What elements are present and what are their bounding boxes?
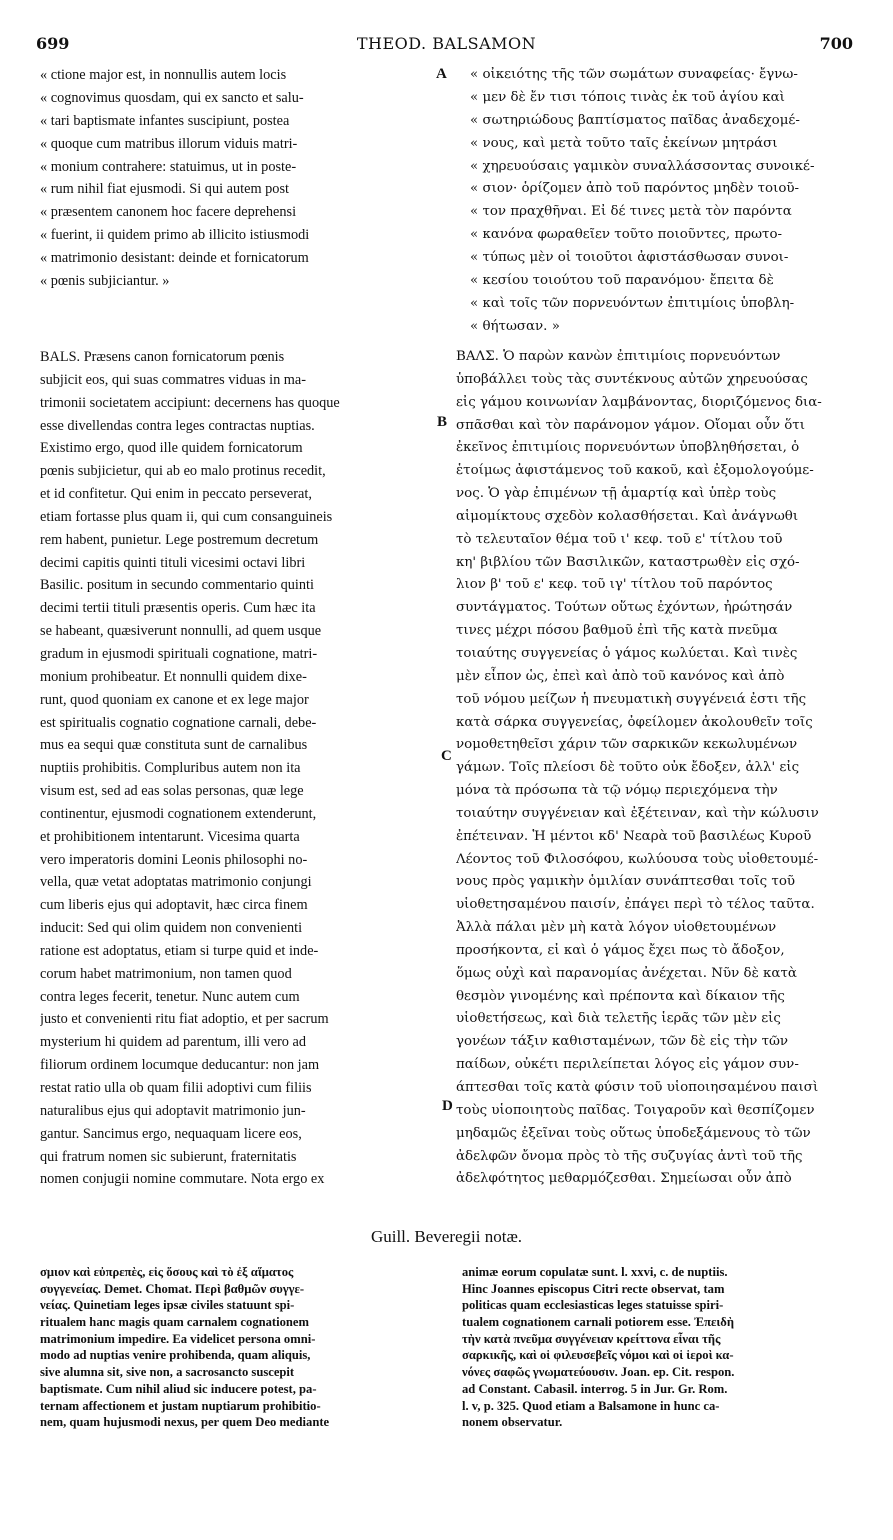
greek-commentary-line: αἱμομίκτους σχεδὸν κολασθήσεται. Καὶ ἀνάγνωθι — [456, 508, 799, 524]
latin-commentary-line: vella, quæ vetat adoptatas matrimonio conjungi — [40, 874, 312, 891]
notes-left-line: σμιον καὶ εὐπρεπὲς, εἰς ὅσους καὶ τὸ ἐξ αἵματος — [40, 1265, 294, 1279]
latin-canon-line: « monium contrahere: statuimus, ut in poste- — [40, 158, 297, 175]
notes-left-line: nem, quam hujusmodi nexus, per quem Deo mediante — [40, 1415, 330, 1430]
greek-commentary-line: ἑτοίμως ἀφιστάμενος τοῦ κακοῦ, καὶ ἐξομολογούμε- — [456, 463, 814, 479]
greek-commentary-line: τοιαύτην συγγένειαν καὶ ἐξέτειναν, καὶ τὴν κώλυσιν — [456, 805, 819, 821]
latin-commentary-line: corum habet matrimonium, non tamen quod — [40, 965, 292, 982]
latin-canon-line: « rum nihil fiat ejusmodi. Si qui autem post — [40, 181, 289, 198]
latin-commentary-line: est spiritualis cognatio cognatione carnali, debe- — [40, 714, 317, 731]
notes-left-line: matrimonium impedire. Ea videlicet persona omni- — [40, 1331, 316, 1346]
greek-canon-line: « τον πραχθῆναι. Εἰ δέ τινες μετὰ τὸν παρόντα — [470, 204, 792, 220]
latin-commentary-line: nomen conjugii nomine commutare. Nota ergo ex — [40, 1171, 325, 1188]
greek-canon-line: « σιον· ὁρίζομεν ἀπὸ τοῦ παρόντος μηδὲν τοιοῦ- — [470, 181, 800, 197]
greek-commentary-line: λιον β' τοῦ ε' κεφ. τοῦ ιγ' τίτλου τοῦ παρόντος — [456, 577, 773, 593]
greek-commentary-line: μηδαμῶς ἐξεῖναι τοὺς οὕτως ὑποδεξάμενους τὸ τῶν — [456, 1125, 811, 1141]
latin-commentary-line: et prohibitionem intentarunt. Vicesima quarta — [40, 828, 300, 845]
latin-commentary-line: et id confitetur. Qui enim in peccato perseverat, — [40, 486, 312, 503]
greek-commentary-line: μὲν εἶπον ὡς, ἐπεὶ καὶ ἀπὸ τοῦ κανόνος καὶ ἀπὸ — [456, 668, 785, 684]
latin-commentary-line: visum est, sed ad eas solas personas, quæ lege — [40, 783, 304, 800]
greek-commentary-column — [456, 346, 856, 1191]
greek-commentary-line: Λέοντος τοῦ Φιλοσόφου, κωλύουσα τοὺς υἱοθετουμέ- — [456, 851, 819, 867]
greek-commentary-line: άπτεσθαι τοῖς κατὰ φύσιν τοῦ υἱοποιησαμένου παισὶ — [456, 1080, 819, 1095]
greek-canon-line: « σωτηριώδους βαπτίσματος παῖδας ἀναδεχομέ- — [470, 112, 800, 128]
latin-commentary-line: vero imperatoris domini Leonis philosophi no- — [40, 851, 308, 868]
latin-commentary-line: rem habent, punietur. Lege postremum decretum — [40, 531, 319, 548]
margin-letter-d: D — [442, 1098, 453, 1114]
greek-commentary-line: παίδων, οὐκέτι περιλείπεται λόγος εἰς γάμον συν- — [456, 1057, 799, 1073]
greek-canon-line: « μεν δὲ ἔν τισι τόποις τινὰς ἐκ τοῦ ἁγίου καὶ — [470, 89, 785, 105]
notes-right-line: τὴν κατὰ πνεῦμα συγγένειαν κρείττονα εἶναι τῆς — [462, 1331, 721, 1346]
latin-commentary-line: cum liberis ejus qui adoptavit, hæc circa finem — [40, 897, 308, 914]
notes-right-line: tualem cognationem carnali potiorem esse. Ἐπειδὴ — [462, 1315, 734, 1330]
greek-commentary-line: τοὺς υἱοποιητοὺς παῖδας. Τοιγαροῦν καὶ θεσπίζομεν — [456, 1102, 815, 1118]
greek-commentary-line: υἱοθετησαμένου παισίν, ἐπάγει περὶ τὸ τέλος ταῦτα. — [456, 897, 815, 913]
latin-canon-line: « fuerint, ii quidem primo ab illicito istiusmodi — [40, 227, 310, 244]
greek-commentary-line: μόνα τὰ πρόσωπα τὰ τῷ νόμῳ περιεχόμενα τὴν — [456, 783, 778, 799]
latin-canon-line: « cognovimus quosdam, qui ex sancto et salu- — [40, 89, 304, 106]
latin-commentary-line: mysterium hi quidem ad parentum, illi vero ad — [40, 1034, 307, 1051]
latin-commentary-line: contra leges fecerit, tenetur. Nunc autem cum — [40, 988, 300, 1005]
latin-commentary-line: mus ea sequi quæ constituta sunt de carnalibus — [40, 737, 308, 754]
greek-commentary-line: γονέων τάξιν καθισταμένων, τῶν δὲ εἰς τὴν τῶν — [456, 1034, 789, 1050]
margin-letter-b: B — [437, 414, 448, 430]
margin-letter-c: C — [441, 748, 452, 764]
page-number-left: 699 — [36, 34, 70, 53]
notes-right-line: νόνες σαφῶς γνωματεύουσιν. Joan. ep. Cit. respon. — [462, 1365, 735, 1380]
greek-commentary-line: τινες μέχρι πόσου βαθμοῦ ἐπὶ τῆς κατὰ πνεῦμα — [456, 623, 778, 639]
notes-left-line: baptismate. Cum nihil aliud sic inducere potest, pa- — [40, 1381, 317, 1396]
latin-commentary-line: Existimo ergo, quod ille quidem fornicatorum — [40, 440, 303, 457]
latin-canon-line: « pœnis subjiciantur. » — [40, 273, 170, 290]
greek-commentary-line: προσήκοντα, εἰ καὶ ὁ γάμος ἔχει πως τὸ ἄδοξον, — [456, 942, 785, 958]
notes-heading: Guill. Beveregii notæ. — [370, 1227, 523, 1246]
greek-commentary-line: ἀδελφῶν ὄνομα πρὸς τὸ τῆς συζυγίας ἀντὶ τοῦ τῆς — [456, 1148, 803, 1164]
latin-canon-line: « præsentem canonem hoc facere deprehensi — [40, 204, 297, 221]
latin-commentary-line: restat ratio ulla ob quam filii adoptivi cum filiis — [40, 1080, 312, 1096]
latin-commentary-line: naturalibus ejus qui adoptavit matrimonio jun- — [40, 1102, 306, 1119]
notes-right-line: animæ eorum copulatæ sunt. l. xxvi, c. de nuptiis. — [462, 1265, 728, 1279]
greek-commentary-line: συντάγματος. Τούτων οὕτως ἐχόντων, ἠρώτησάν — [456, 600, 793, 616]
greek-canon-line: « κανόνα φωραθεῖεν τοῦτο ποιοῦντες, πρωτο- — [470, 227, 783, 243]
greek-commentary-line: ὑποβάλλει τοὺς τὰς συντέκνους αὐτῶν χηρευούσας — [456, 371, 808, 387]
latin-commentary-line: pœnis subjicietur, qui ab eo malo protinus recedit, — [40, 463, 326, 480]
latin-commentary-line: inducit: Sed qui olim quidem non convenienti — [40, 920, 303, 937]
notes-right-line: σαρκικῆς, καὶ οἱ φιλευσεβεῖς νόμοι καὶ οἱ ἱεροὶ κα- — [462, 1348, 734, 1363]
notes-left-line: modo ad nuptias venire prohibenda, quam aliquis, — [40, 1348, 311, 1363]
latin-commentary-line: continentur, ejusmodi cognationem extenderunt, — [40, 805, 317, 822]
greek-commentary-line: νους πρὸς γαμικὴν ὁμιλίαν συνάπτεσθαι τοῖς τοῦ — [456, 874, 796, 890]
notes-left-line: ternam affectionem et justam nuptiarum prohibitio- — [40, 1398, 321, 1413]
greek-canon-column — [470, 64, 860, 339]
greek-commentary-line: Ἀλλὰ πάλαι μὲν μὴ κατὰ λόγον υἱοθετουμένων — [456, 920, 777, 936]
latin-canon-column — [40, 64, 460, 293]
greek-commentary-line: κατὰ σάρκα συγγενείας, ὀφείλομεν ἀκολουθεῖν τοῖς — [456, 714, 813, 730]
latin-commentary-line: Basilic. positum in secundo commentario quinti — [40, 577, 314, 594]
greek-commentary-line: τὸ τελευταῖον θέμα τοῦ ι' κεφ. τοῦ ε' τίτλου τοῦ — [456, 531, 783, 547]
latin-commentary-line: BALS. Præsens canon fornicatorum pœnis — [40, 349, 285, 365]
greek-commentary-line: νος. Ὁ γὰρ ἐπιμένων τῇ ἁμαρτίᾳ καὶ ὑπὲρ τοὺς — [456, 486, 777, 502]
greek-commentary-line: ἐκεῖνος ἐπιτιμίοις πορνευόντων ὑποβληθήσεται, ὁ — [456, 440, 800, 456]
latin-commentary-line: justo et convenienti ritu fiat adoptio, et per sacrum — [40, 1011, 329, 1028]
greek-commentary-line: κη' βιβλίου τῶν Βασιλικῶν, καταστρωθὲν εἰς σχό- — [456, 554, 800, 570]
notes-left-line: ritualem hanc magis quam carnalem cognationem — [40, 1315, 309, 1330]
notes-right-line: nonem observatur. — [462, 1415, 563, 1430]
latin-commentary-line: esse divellendas contra leges contractas nuptias. — [40, 417, 315, 434]
notes-left-line: sive alumna sit, sive non, a sacrosancto suscepit — [40, 1365, 295, 1380]
notes-right-line: ad Constant. Cabasil. interrog. 5 in Jur. Gr. Rom. — [462, 1381, 728, 1396]
latin-commentary-line: gantur. Sancimus ergo, nequaquam licere eos, — [40, 1125, 302, 1142]
latin-canon-line: « tari baptismate infantes suscipiunt, postea — [40, 112, 290, 129]
greek-commentary-line: νομοθετηθεῖσι χάριν τῶν σαρκικῶν κεκωλυμένων — [456, 737, 798, 753]
latin-commentary-line: decimi capitis quinti tituli vicesimi octavi libri — [40, 554, 306, 571]
latin-commentary-line: runt, quod quoniam ex canone et ex lege major — [40, 691, 309, 708]
greek-commentary-line: ἀδελφότητος μεθαρμόζεσθαι. Σημείωσαι οὖν ἀπὸ — [456, 1171, 792, 1187]
running-title: THEOD. BALSAMON — [356, 34, 537, 53]
latin-commentary-line: monium prohibeatur. Et nonnulli quidem dixe- — [40, 668, 307, 685]
notes-left-column — [40, 1264, 445, 1431]
latin-commentary-line: gradum in ejusmodi spirituali cognatione, matri- — [40, 645, 318, 662]
greek-canon-line: « οἰκειότης τῆς τῶν σωμάτων συναφείας· ἔγνω- — [470, 67, 798, 82]
page-number-right: 700 — [819, 34, 853, 53]
greek-commentary-line: γάμων. Τοῖς πλείοσι δὲ τοῦτο οὐκ ἔδοξεν, ἀλλ' εἰς — [456, 760, 800, 776]
greek-commentary-line: σπᾶσθαι καὶ τὸν παράνομον γάμον. Οἴομαι οὖν ὅτι — [456, 417, 805, 433]
latin-commentary-line: subjicit eos, qui suas commatres viduas in ma- — [40, 371, 307, 388]
page-header — [0, 34, 893, 58]
notes-left-line: συγγενείας. Demet. Chomat. Περὶ βαθμῶν συγγε- — [40, 1281, 305, 1296]
greek-commentary-line: θεσμὸν γινομένης καὶ πρέποντα καὶ δίκαιον τῆς — [456, 988, 785, 1004]
latin-commentary-line: qui fratrum nomen sic subierunt, fraternitatis — [40, 1148, 297, 1165]
greek-commentary-line: ἐπέτειναν. Ἡ μέντοι κδ' Νεαρὰ τοῦ βασιλέως Κυροῦ — [456, 828, 812, 844]
latin-canon-line: « ctione major est, in nonnullis autem locis — [40, 67, 287, 83]
greek-canon-line: « θήτωσαν. » — [470, 318, 560, 334]
latin-commentary-line: filiorum ordinem locumque deducantur: non jam — [40, 1057, 320, 1074]
margin-letter-a: A — [436, 66, 447, 82]
greek-commentary-line: ΒΑΛΣ. Ὁ παρὼν κανὼν ἐπιτιμίοις πορνευόντων — [456, 349, 781, 364]
greek-commentary-line: εἰς γάμου κοινωνίαν λαμβάνοντας, διοριζόμενος δια- — [456, 394, 822, 410]
latin-commentary-line: ratione est adoptatus, etiam si turpe quid et inde- — [40, 942, 319, 959]
latin-canon-line: « matrimonio desistant: deinde et fornicatorum — [40, 250, 309, 267]
greek-commentary-line: υἱοθετήσεως, καὶ διὰ τελετῆς ἱερᾶς τῶν μὲν εἰς — [456, 1011, 781, 1027]
greek-commentary-line: ὅμως οὐχὶ καὶ παρανομίας ἀνέχεται. Νῦν δὲ κατὰ — [456, 965, 797, 981]
greek-canon-line: « καὶ τοῖς τῶν πορνευόντων ἐπιτιμίοις ὑποβλη- — [470, 295, 795, 311]
latin-canon-line: « quoque cum matribus illorum viduis matri- — [40, 135, 298, 152]
notes-right-line: l. v, p. 325. Quod etiam a Balsamone in hunc ca- — [462, 1398, 720, 1413]
notes-right-column — [462, 1264, 862, 1431]
latin-commentary-line: etiam fortasse plus quam ii, qui cum consanguineis — [40, 508, 333, 525]
notes-right-line: politicas quam ecclesiasticas leges statuisse spiri- — [462, 1298, 724, 1313]
latin-commentary-column — [40, 346, 436, 1191]
greek-commentary-line: τοιαύτης συγγενείας ὁ γάμος κωλύεται. Καὶ τινὲς — [456, 645, 798, 661]
greek-canon-line: « τύπως μὲν οἱ τοιοῦτοι ἀφιστάσθωσαν συνοι- — [470, 250, 789, 266]
latin-commentary-line: decimi tertii tituli præsentis operis. Cum hæc ita — [40, 600, 316, 617]
greek-canon-line: « κεσίου τοιούτου τοῦ παρανόμου· ἔπειτα δὲ — [470, 273, 774, 289]
greek-canon-line: « χηρευούσαις γαμικὸν συναλλάσσοντας συνοικέ- — [470, 158, 815, 174]
notes-left-line: νείας. Quinetiam leges ipsæ civiles statuunt spi- — [40, 1298, 295, 1313]
latin-commentary-line: se habeant, quæsiverunt nonnulli, ad quem usque — [40, 623, 322, 640]
greek-canon-line: « νους, καὶ μετὰ τοῦτο ταῖς ἐκείνων μητράσι — [470, 135, 778, 151]
latin-commentary-line: trimonii societatem accipiunt: decernens has quoque — [40, 394, 340, 411]
greek-commentary-line: τοῦ νόμου μείζων ἡ πνευματικὴ συγγένειά ἐστι τῆς — [456, 691, 807, 707]
latin-commentary-line: nuptiis prohibitis. Compluribus autem non ita — [40, 760, 301, 777]
notes-right-line: Hinc Joannes episcopus Citri recte observat, tam — [462, 1281, 725, 1296]
